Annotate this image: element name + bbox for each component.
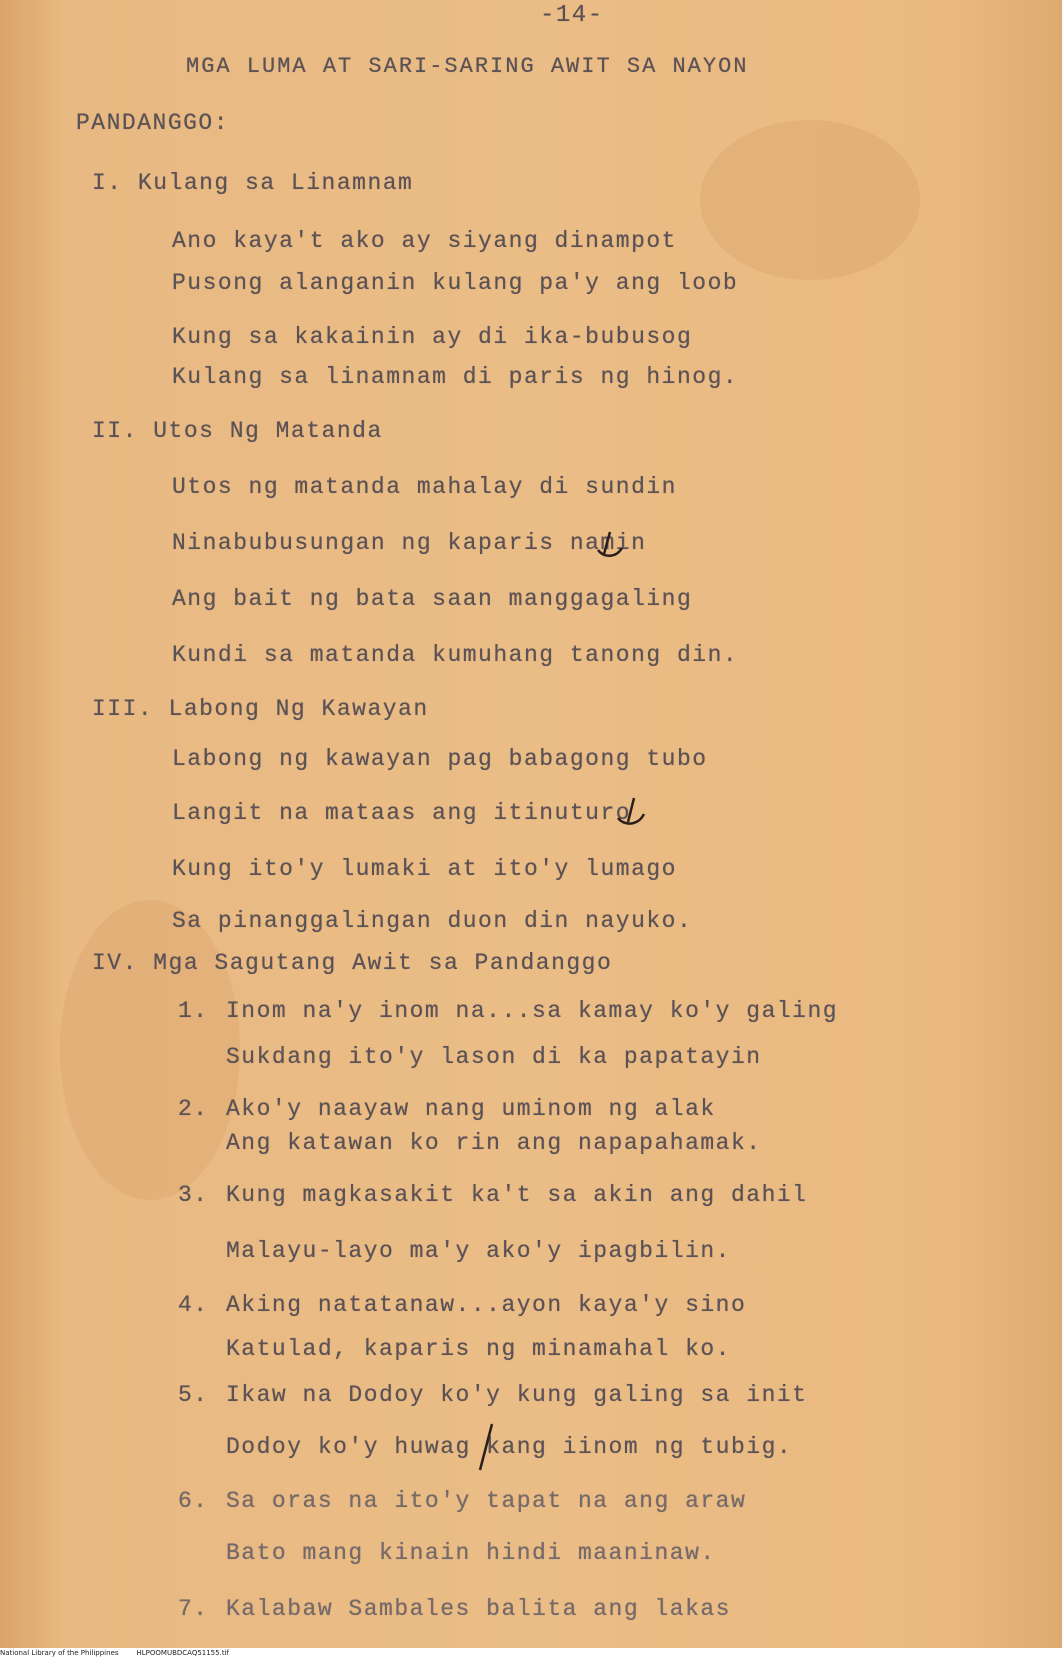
item-number: 1. (178, 998, 209, 1024)
footer-institution: National Library of the Philippines (0, 1649, 119, 1657)
verse-line: Sukdang ito'y lason di ka papatayin (226, 1044, 762, 1070)
pencil-correction-mark (612, 792, 652, 832)
verse-line: Ninabubusungan ng kaparis namin (172, 530, 647, 556)
verse-line: Kung ito'y lumaki at ito'y lumago (172, 856, 677, 882)
item-number: 5. (178, 1382, 209, 1408)
paper-stain (60, 900, 240, 1200)
song-heading: IV. Mga Sagutang Awit sa Pandanggo (92, 950, 613, 976)
verse-line: Ang bait ng bata saan manggagaling (172, 586, 693, 612)
verse-line: Inom na'y inom na...sa kamay ko'y galing (226, 998, 839, 1024)
verse-line: Aking natatanaw...ayon kaya'y sino (226, 1292, 747, 1318)
item-number: 6. (178, 1488, 209, 1514)
verse-line: Malayu-layo ma'y ako'y ipagbilin. (226, 1238, 731, 1264)
item-number: 2. (178, 1096, 209, 1122)
verse-line: Sa pinanggalingan duon din nayuko. (172, 908, 693, 934)
verse-line: Kulang sa linamnam di paris ng hinog. (172, 364, 739, 390)
verse-line: Ikaw na Dodoy ko'y kung galing sa init (226, 1382, 808, 1408)
verse-line: Sa oras na ito'y tapat na ang araw (226, 1488, 747, 1514)
verse-line: Labong ng kawayan pag babagong tubo (172, 746, 708, 772)
scan-footer (0, 1648, 1062, 1658)
item-number: 4. (178, 1292, 209, 1318)
verse-line: Dodoy ko'y huwag kang iinom ng tubig. (226, 1434, 793, 1460)
pencil-slash-mark (474, 1420, 498, 1474)
verse-line: Katulad, kaparis ng minamahal ko. (226, 1336, 731, 1362)
paper-stain (700, 120, 920, 280)
verse-line: Pusong alanganin kulang pa'y ang loob (172, 270, 739, 296)
verse-line: Ang katawan ko rin ang napapahamak. (226, 1130, 762, 1156)
verse-line: Ano kaya't ako ay siyang dinampot (172, 228, 677, 254)
page-number: -14- (540, 2, 604, 29)
verse-line: Bato mang kinain hindi maaninaw. (226, 1540, 716, 1566)
item-number: 3. (178, 1182, 209, 1208)
verse-line: Kundi sa matanda kumuhang tanong din. (172, 642, 739, 668)
footer-file-id: HLPOOMUBDCAQ51155.tif (136, 1649, 229, 1657)
item-number: 7. (178, 1596, 209, 1622)
song-heading: I. Kulang sa Linamnam (92, 170, 414, 196)
section-heading: PANDANGGO: (76, 110, 230, 136)
verse-line: Langit na mataas ang itinuturo (172, 800, 632, 826)
song-heading: II. Utos Ng Matanda (92, 418, 383, 444)
page-title: MGA LUMA AT SARI-SARING AWIT SA NAYON (186, 54, 749, 79)
verse-line: Kalabaw Sambales balita ang lakas (226, 1596, 731, 1622)
pencil-correction-mark (590, 524, 630, 564)
verse-line: Utos ng matanda mahalay di sundin (172, 474, 677, 500)
verse-line: Kung sa kakainin ay di ika-bubusog (172, 324, 693, 350)
verse-line: Kung magkasakit ka't sa akin ang dahil (226, 1182, 808, 1208)
verse-line: Ako'y naayaw nang uminom ng alak (226, 1096, 716, 1122)
song-heading: III. Labong Ng Kawayan (92, 696, 429, 722)
